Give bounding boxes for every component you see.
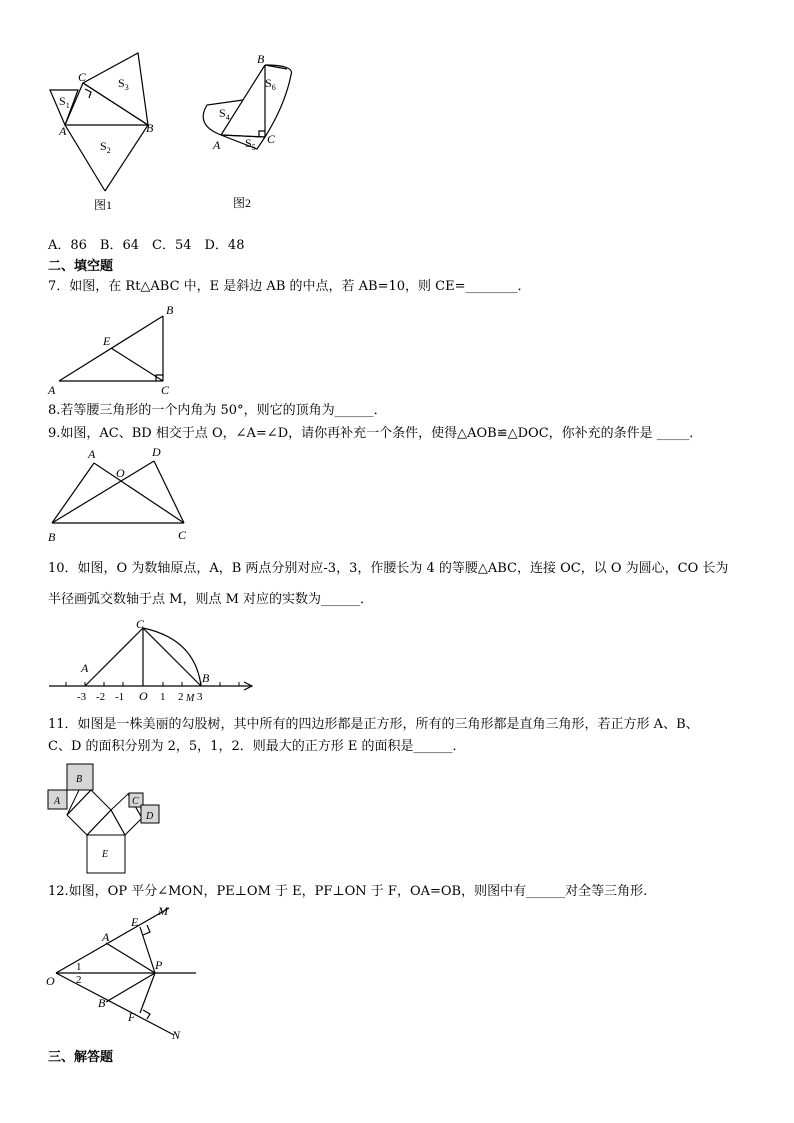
svg-text:B: B bbox=[98, 996, 106, 1010]
svg-text:S3: $S_3$ bbox=[118, 76, 129, 92]
svg-text:D: D bbox=[152, 445, 161, 459]
question-11-line1: 11．如图是一株美丽的勾股树，其中所有的四边形都是正方形，所有的三角形都是直角三角形，若正方形 A、B、 bbox=[48, 717, 699, 732]
svg-text:1: 1 bbox=[160, 691, 166, 703]
question-10-line1: 10．如图，O 为数轴原点，A，B 两点分别对应-3，3，作腰长为 4 的等腰△ABC，连接 OC，以 O 为圆心，CO 长为 bbox=[48, 561, 729, 576]
svg-text:A: A bbox=[88, 447, 96, 461]
svg-text:A: A bbox=[102, 930, 110, 944]
svg-text:A: A bbox=[213, 138, 221, 152]
caption-fig1: 图1 bbox=[94, 198, 113, 212]
svg-text:-1: -1 bbox=[115, 691, 125, 703]
svg-text:C: C bbox=[178, 528, 187, 542]
svg-text:M: M bbox=[186, 693, 195, 704]
svg-text:B: B bbox=[166, 303, 174, 317]
svg-text:C: C bbox=[161, 383, 170, 397]
figure-1 bbox=[40, 45, 180, 220]
question-9: 9.如图，AC、BD 相交于点 O，∠A=∠D，请你再补充一个条件，使得△AOB≌△DOC，你补充的条件是 _____． bbox=[48, 426, 703, 441]
svg-text:C: C bbox=[132, 796, 139, 807]
svg-text:A: A bbox=[48, 383, 56, 397]
svg-text:-3: -3 bbox=[77, 691, 87, 703]
svg-text:O: O bbox=[46, 974, 55, 988]
svg-text:B: B bbox=[146, 121, 154, 135]
svg-text:2: 2 bbox=[178, 691, 184, 703]
svg-text:A: A bbox=[54, 796, 61, 807]
svg-text:M: M bbox=[158, 904, 168, 918]
svg-text:2: 2 bbox=[76, 974, 82, 986]
svg-text:E: E bbox=[131, 915, 139, 929]
question-12: 12.如图，OP 平分∠MON，PE⊥OM 于 E，PF⊥ON 于 F，OA=OB，则图中有______对全等三角形. bbox=[48, 884, 648, 899]
svg-text:O: O bbox=[116, 466, 125, 480]
svg-text:S6: $S_6$ bbox=[265, 76, 276, 92]
question-11-line2: C、D 的面积分别为 2，5，1，2．则最大的正方形 E 的面积是______． bbox=[48, 739, 466, 754]
svg-text:B: B bbox=[48, 530, 56, 544]
figure-q10 bbox=[45, 614, 260, 706]
svg-text:C: C bbox=[136, 617, 145, 631]
svg-text:F: F bbox=[128, 1010, 136, 1024]
question-8: 8.若等腰三角形的一个内角为 50°，则它的顶角为______． bbox=[48, 403, 387, 418]
svg-text:S5: $S_5$ bbox=[245, 136, 256, 152]
figure-q9 bbox=[42, 445, 202, 545]
svg-text:S4: $S_4$ bbox=[219, 106, 230, 122]
section-fill-in: 二、填空题 bbox=[48, 259, 114, 274]
svg-text:1: 1 bbox=[76, 961, 82, 973]
figure-q7 bbox=[45, 298, 185, 398]
svg-text:C: C bbox=[267, 132, 276, 146]
svg-text:B: B bbox=[257, 52, 265, 66]
caption-fig2: 图2 bbox=[233, 196, 252, 210]
figure-2 bbox=[195, 45, 305, 215]
svg-text:C: C bbox=[78, 70, 87, 84]
svg-text:B: B bbox=[76, 774, 83, 785]
question-7: 7．如图，在 Rt△ABC 中，E 是斜边 AB 的中点，若 AB=10，则 CE=________． bbox=[48, 279, 531, 294]
svg-text:B: B bbox=[202, 671, 210, 685]
figure-q12 bbox=[44, 903, 204, 1043]
svg-text:P: P bbox=[155, 958, 163, 972]
svg-text:3: 3 bbox=[197, 691, 203, 703]
svg-text:N: N bbox=[172, 1028, 181, 1042]
svg-text:O: O bbox=[139, 689, 148, 703]
svg-text:A: A bbox=[59, 124, 67, 138]
section-answers: 三、解答题 bbox=[48, 1050, 114, 1065]
figure-q11 bbox=[45, 760, 165, 875]
svg-text:E: E bbox=[103, 334, 111, 348]
svg-text:S1: $S_1$ bbox=[59, 94, 70, 110]
svg-text:D: D bbox=[146, 811, 154, 822]
svg-text:A: A bbox=[81, 661, 89, 675]
svg-text:S2: $S_2$ bbox=[100, 139, 111, 155]
svg-text:-2: -2 bbox=[96, 691, 106, 703]
q6-options: A．86 B．64 C．54 D．48 bbox=[48, 238, 245, 253]
question-10-line2: 半径画弧交数轴于点 M，则点 M 对应的实数为______． bbox=[48, 592, 374, 607]
svg-text:E: E bbox=[102, 849, 109, 860]
